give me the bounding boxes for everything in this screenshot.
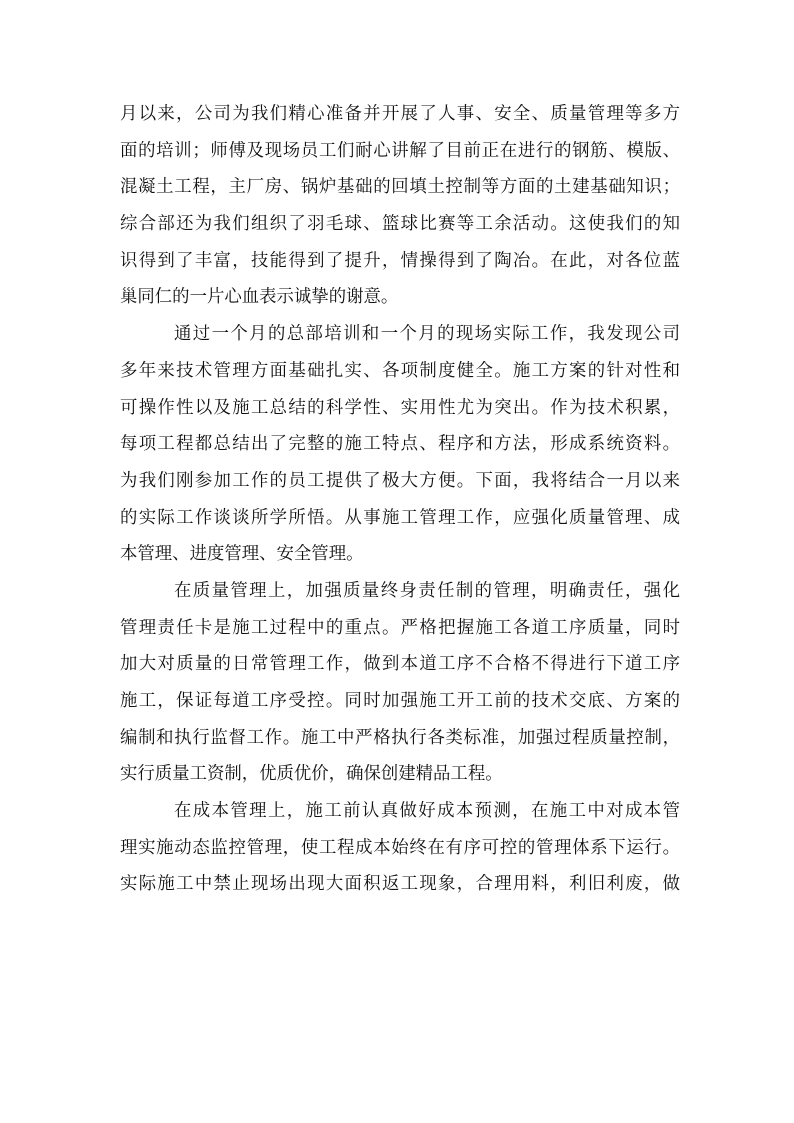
paragraph-cost-management (120, 793, 680, 903)
text-line: 面的培训；师傅及现场员工们耐心讲解了目前正在进行的钢筋、模版、 (120, 140, 680, 161)
text-line: 识得到了丰富，技能得到了提升，情操得到了陶冶。在此，对各位蓝 (120, 250, 680, 271)
text-line: 每项工程都总结出了完整的施工特点、程序和方法，形成系统资料。 (120, 434, 680, 455)
text-line: 综合部还为我们组织了羽毛球、篮球比赛等工余活动。这使我们的知 (120, 214, 680, 235)
text-line: 加大对质量的日常管理工作，做到本道工序不合格不得进行下道工序 (120, 654, 680, 675)
text-line: 本管理、进度管理、安全管理。 (120, 544, 364, 565)
text-line: 通过一个月的总部培训和一个月的现场实际工作，我发现公司 (174, 324, 680, 345)
paragraph-training (120, 96, 680, 316)
text-line: 管理责任卡是施工过程中的重点。严格把握施工各道工序质量，同时 (120, 617, 680, 638)
text-line: 施工，保证每道工序受控。同时加强施工开工前的技术交底、方案的 (120, 691, 680, 711)
text-line: 月以来，公司为我们精心准备并开展了人事、安全、质量管理等多方 (120, 104, 680, 124)
paragraph-findings (120, 316, 680, 573)
text-line: 实际施工中禁止现场出现大面积返工现象，合理用料，利旧利废，做 (120, 874, 680, 895)
text-line: 在质量管理上，加强质量终身责任制的管理，明确责任，强化 (174, 580, 680, 601)
text-line: 为我们刚参加工作的员工提供了极大方便。下面，我将结合一月以来 (120, 470, 680, 491)
text-line: 的实际工作谈谈所学所悟。从事施工管理工作，应强化质量管理、成 (120, 507, 680, 528)
text-line: 编制和执行监督工作。施工中严格执行各类标准，加强过程质量控制， (120, 727, 680, 748)
text-line: 巢同仁的一片心血表示诚挚的谢意。 (120, 287, 399, 308)
text-line: 在成本管理上，施工前认真做好成本预测，在施工中对成本管 (174, 801, 680, 822)
text-line: 理实施动态监控管理，使工程成本始终在有序可控的管理体系下运行。 (120, 837, 680, 858)
text-line: 实行质量工资制，优质优价，确保创建精品工程。 (120, 764, 503, 785)
text-line: 多年来技术管理方面基础扎实、各项制度健全。施工方案的针对性和 (120, 360, 680, 381)
text-line: 混凝土工程，主厂房、锅炉基础的回填土控制等方面的土建基础知识； (120, 177, 680, 198)
paragraph-quality-management (120, 573, 680, 793)
text-line: 可操作性以及施工总结的科学性、实用性尤为突出。作为技术积累， (120, 397, 680, 418)
document-body (120, 96, 680, 903)
